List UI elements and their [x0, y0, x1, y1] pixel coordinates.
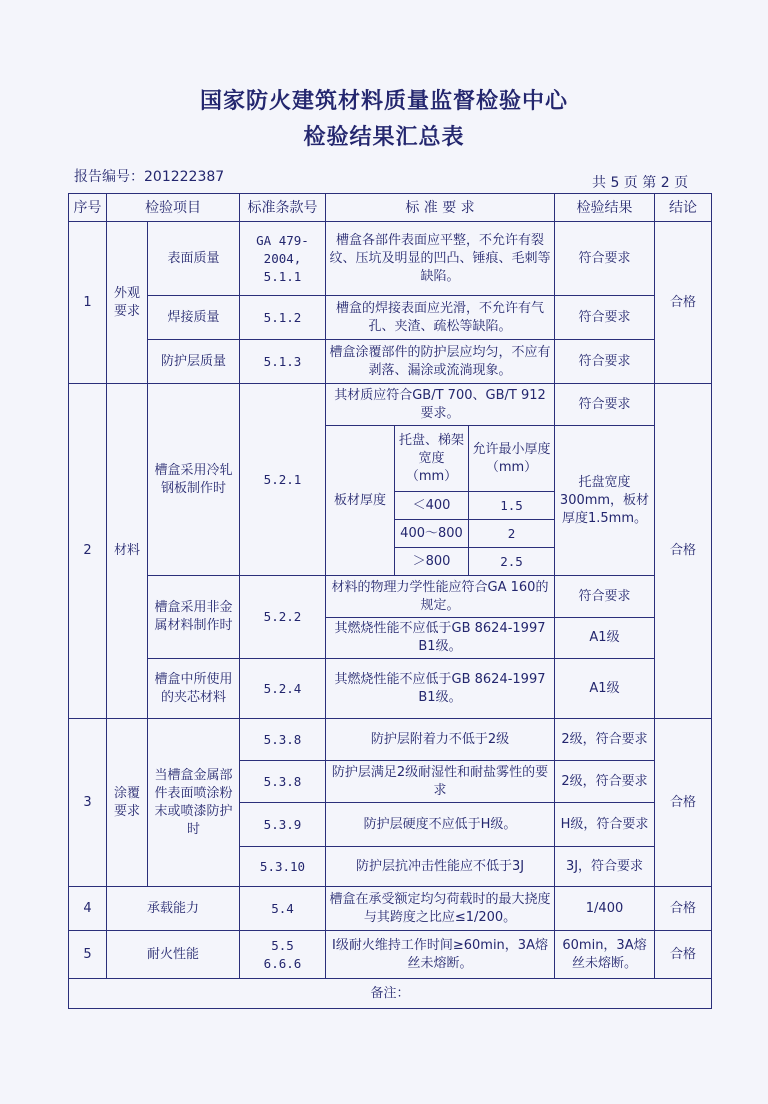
table-row — [69, 296, 712, 340]
requirement-cell: 防护层附着力不低于2级 — [326, 719, 555, 761]
clause-cell: 5.2.4 — [240, 659, 326, 719]
row-number: 3 — [69, 719, 107, 887]
item-cell: 表面质量 — [148, 222, 240, 296]
result-cell: 3J，符合要求 — [555, 847, 655, 887]
thickness-cell: 2.5 — [469, 548, 555, 576]
category-cell: 涂覆要求 — [107, 719, 148, 887]
requirement-cell: 其材质应符合GB/T 700、GB/T 912要求。 — [326, 384, 555, 426]
result-cell: 符合要求 — [555, 296, 655, 340]
item-cell: 焊接质量 — [148, 296, 240, 340]
header-result: 检验结果 — [555, 194, 655, 222]
clause-cell: GA 479-2004, 5.1.1 — [240, 222, 326, 296]
result-cell: A1级 — [555, 659, 655, 719]
requirement-cell: 防护层满足2级耐湿性和耐盐雾性的要求 — [326, 761, 555, 803]
header-clause: 标准条款号 — [240, 194, 326, 222]
table-row — [69, 576, 712, 618]
clause-cell: 5.3.8 — [240, 719, 326, 761]
requirement-cell: 防护层抗冲击性能应不低于3J — [326, 847, 555, 887]
header-no: 序号 — [69, 194, 107, 222]
clause-cell: 5.2.2 — [240, 576, 326, 659]
requirement-cell: 其燃烧性能不应低于GB 8624-1997 B1级。 — [326, 618, 555, 659]
item-cell: 槽盒中所使用的夹芯材料 — [148, 659, 240, 719]
conclusion-cell: 合格 — [655, 887, 712, 931]
result-cell: H级，符合要求 — [555, 803, 655, 847]
category-cell: 材料 — [107, 384, 148, 719]
width-cell: ＜400 — [395, 492, 469, 520]
requirement-cell: 槽盒各部件表面应平整，不允许有裂纹、压坑及明显的凹凸、锤痕、毛刺等缺陷。 — [326, 222, 555, 296]
result-cell: A1级 — [555, 618, 655, 659]
table-row — [69, 719, 712, 761]
item-cell: 防护层质量 — [148, 340, 240, 384]
header-row — [69, 194, 712, 222]
result-cell: 1/400 — [555, 887, 655, 931]
item-cell: 当槽盒金属部件表面喷涂粉末或喷漆防护时 — [148, 719, 240, 887]
center-title: 国家防火建筑材料质量监督检验中心 — [199, 89, 568, 114]
row-number: 5 — [69, 931, 107, 979]
table-row — [69, 384, 712, 426]
result-cell: 符合要求 — [555, 576, 655, 618]
requirement-cell: 槽盒涂覆部件的防护层应均匀，不应有剥落、漏涂或流淌现象。 — [326, 340, 555, 384]
result-cell: 符合要求 — [555, 222, 655, 296]
header-item: 检验项目 — [107, 194, 240, 222]
table-row — [69, 222, 712, 296]
conclusion-cell: 合格 — [655, 719, 712, 887]
requirement-cell: 槽盒在承受额定均匀荷载时的最大挠度与其跨度之比应≤1/200。 — [326, 887, 555, 931]
item-cell: 承载能力 — [107, 887, 240, 931]
clause-cell: 5.4 — [240, 887, 326, 931]
result-cell: 符合要求 — [555, 340, 655, 384]
thickness-cell: 1.5 — [469, 492, 555, 520]
conclusion-cell: 合格 — [655, 931, 712, 979]
clause-line: 5.5 — [271, 937, 294, 953]
conclusion-cell: 合格 — [655, 384, 712, 719]
clause-cell: 5.2.1 — [240, 384, 326, 576]
header-conclusion: 结论 — [655, 194, 712, 222]
table-row — [69, 659, 712, 719]
header-requirement: 标 准 要 求 — [326, 194, 555, 222]
requirement-cell: 防护层硬度不应低于H级。 — [326, 803, 555, 847]
result-cell: 符合要求 — [555, 384, 655, 426]
clause-cell — [240, 931, 326, 979]
requirement-cell: 槽盒的焊接表面应光滑，不允许有气孔、夹渣、疏松等缺陷。 — [326, 296, 555, 340]
clause-cell: 5.3.9 — [240, 803, 326, 847]
width-column-header: 托盘、梯架宽度（mm） — [395, 426, 469, 492]
conclusion-cell: 合格 — [655, 222, 712, 384]
requirement-cell: 其燃烧性能不应低于GB 8624-1997 B1级。 — [326, 659, 555, 719]
result-cell: 60min，3A熔丝未熔断。 — [555, 931, 655, 979]
result-cell: 托盘宽度300mm，板材厚度1.5mm。 — [555, 426, 655, 576]
table-title: 检验结果汇总表 — [303, 125, 465, 150]
row-number: 1 — [69, 222, 107, 384]
item-cell: 槽盒采用非金属材料制作时 — [148, 576, 240, 659]
table-row — [69, 931, 712, 979]
row-number: 2 — [69, 384, 107, 719]
width-cell: ＞800 — [395, 548, 469, 576]
table-row — [69, 887, 712, 931]
thickness-cell: 2 — [469, 520, 555, 548]
row-number: 4 — [69, 887, 107, 931]
note-row — [69, 979, 712, 1009]
thickness-label: 板材厚度 — [326, 426, 395, 576]
clause-cell: 5.3.8 — [240, 761, 326, 803]
clause-cell: 5.3.10 — [240, 847, 326, 887]
result-cell: 2级，符合要求 — [555, 719, 655, 761]
width-cell: 400～800 — [395, 520, 469, 548]
clause-line: 6.6.6 — [263, 955, 302, 971]
category-cell: 外观要求 — [107, 222, 148, 384]
result-cell: 2级，符合要求 — [555, 761, 655, 803]
table-row — [69, 340, 712, 384]
item-cell: 槽盒采用冷轧钢板制作时 — [148, 384, 240, 576]
requirement-cell: 材料的物理力学性能应符合GA 160的规定。 — [326, 576, 555, 618]
results-table — [68, 193, 712, 1009]
report-number: 报告编号：201222387 — [74, 169, 225, 185]
clause-cell: 5.1.3 — [240, 340, 326, 384]
page-info: 共 5 页 第 2 页 — [592, 175, 689, 191]
note-label: 备注： — [69, 979, 712, 1009]
item-cell: 耐火性能 — [107, 931, 240, 979]
clause-cell: 5.1.2 — [240, 296, 326, 340]
requirement-cell: Ⅰ级耐火维持工作时间≥60min，3A熔丝未熔断。 — [326, 931, 555, 979]
thickness-column-header: 允许最小厚度（mm） — [469, 426, 555, 492]
